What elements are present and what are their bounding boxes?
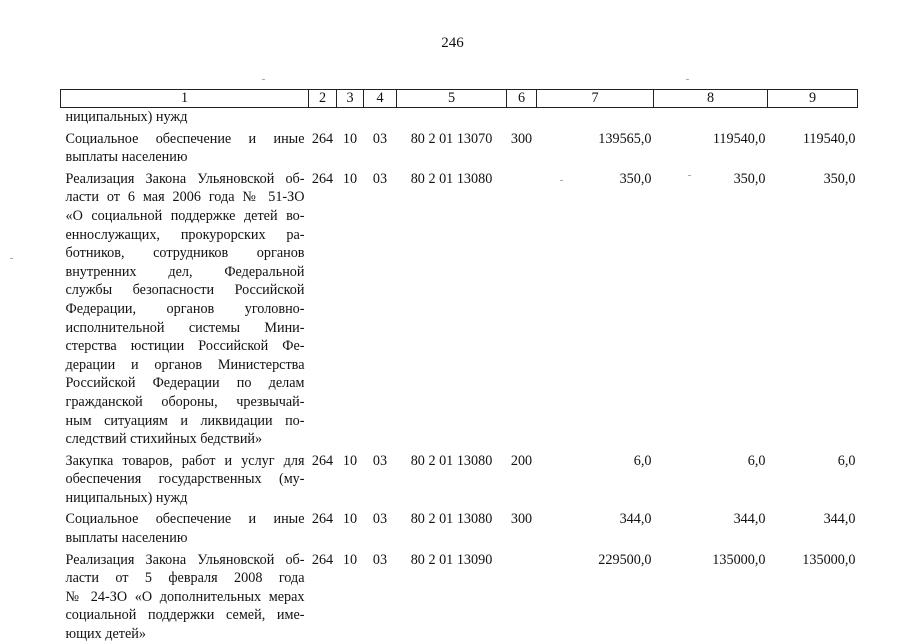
row-name-line: Российской Федерации по делам — [65, 375, 305, 392]
row-name-line: выплаты населению — [65, 530, 188, 547]
table-body — [61, 108, 858, 644]
section-code-cell: 10 — [342, 130, 358, 147]
row-name-line: ным ситуациям и ликвидации по- — [65, 412, 305, 429]
subsection-code-cell: 03 — [372, 170, 388, 187]
amount-year1-cell: 6,0 — [633, 452, 652, 469]
row-name-line: Социальное обеспечение и иные — [65, 511, 305, 528]
row-name-line: ботников, сотрудников органов — [65, 245, 305, 262]
budget-table — [60, 89, 858, 644]
row-name-line: ниципальных) нужд — [65, 489, 188, 506]
scan-mark — [10, 258, 13, 259]
row-name-line: Реализация Закона Ульяновской об- — [65, 551, 305, 568]
column-header: 8 — [654, 90, 768, 108]
amount-year1-cell — [537, 108, 654, 127]
amount-year2-cell: 6,0 — [747, 452, 766, 469]
expense-type-cell — [507, 167, 537, 449]
row-name-line: ласти от 6 мая 2006 года № 51-ЗО — [65, 189, 305, 206]
table-row — [61, 167, 858, 449]
row-name-line: Федерации, органов уголовно- — [65, 300, 305, 317]
amount-year3-cell: 344,0 — [823, 511, 856, 528]
scan-mark — [560, 180, 563, 181]
section-code-cell — [337, 108, 364, 127]
amount-year3-cell — [768, 108, 858, 127]
expense-type-cell — [507, 108, 537, 127]
table-row — [61, 108, 858, 127]
row-name-cell — [61, 167, 309, 449]
column-header: 3 — [337, 90, 364, 108]
row-name-line: Реализация Закона Ульяновской об- — [65, 170, 305, 187]
row-name-line: выплаты населению — [65, 149, 188, 166]
column-header: 9 — [768, 90, 858, 108]
ministry-code-cell: 264 — [311, 452, 334, 469]
row-name-line: Социальное обеспечение и иные — [65, 130, 305, 147]
table-row — [61, 127, 858, 167]
amount-year2-cell — [654, 108, 768, 127]
amount-year3-cell: 119540,0 — [802, 130, 856, 147]
row-name-cell — [61, 127, 309, 167]
row-name-line: № 24-ЗО «О дополнительных мерах — [65, 588, 305, 605]
table-row — [61, 548, 858, 644]
row-name-line: социальной поддержки семей, име- — [65, 607, 305, 624]
target-article-cell: 80 2 01 13070 — [410, 130, 493, 147]
row-name-line: стерства юстиции Российской Фе- — [65, 338, 305, 355]
expense-type-cell: 200 — [510, 452, 533, 469]
row-name-line: гражданской обороны, чрезвычай- — [65, 393, 305, 410]
section-code-cell: 10 — [342, 551, 358, 568]
amount-year1-cell: 344,0 — [619, 511, 652, 528]
subsection-code-cell: 03 — [372, 511, 388, 528]
amount-year3-cell: 350,0 — [823, 170, 856, 187]
row-name-line: дерации и органов Министерства — [65, 356, 305, 373]
subsection-code-cell: 03 — [372, 452, 388, 469]
row-name-cell — [61, 548, 309, 644]
table-row — [61, 507, 858, 547]
row-name-line: ласти от 5 февраля 2008 года — [65, 570, 305, 587]
amount-year3-cell: 6,0 — [837, 452, 856, 469]
ministry-code-cell: 264 — [311, 511, 334, 528]
subsection-code-cell: 03 — [372, 551, 388, 568]
ministry-code-cell: 264 — [311, 130, 334, 147]
row-name-cell — [61, 449, 309, 508]
subsection-code-cell: 03 — [372, 130, 388, 147]
section-code-cell: 10 — [342, 452, 358, 469]
target-article-cell: 80 2 01 13080 — [410, 452, 493, 469]
target-article-cell — [397, 108, 507, 127]
amount-year2-cell: 135000,0 — [712, 551, 766, 568]
scan-mark — [686, 79, 689, 80]
column-header: 2 — [309, 90, 337, 108]
target-article-cell: 80 2 01 13080 — [410, 170, 493, 187]
amount-year1-cell: 350,0 — [619, 170, 652, 187]
ministry-code-cell: 264 — [311, 551, 334, 568]
subsection-code-cell — [364, 108, 397, 127]
section-code-cell: 10 — [342, 170, 358, 187]
amount-year1-cell: 139565,0 — [598, 130, 652, 147]
column-header: 7 — [537, 90, 654, 108]
expense-type-cell: 300 — [510, 511, 533, 528]
row-name-line: ниципальных) нужд — [65, 109, 188, 125]
amount-year2-cell: 350,0 — [733, 170, 766, 187]
target-article-cell: 80 2 01 13090 — [410, 551, 493, 568]
target-article-cell: 80 2 01 13080 — [410, 511, 493, 528]
row-name-cell — [61, 507, 309, 547]
row-name-line: еннослужащих, прокурорских ра- — [65, 226, 305, 243]
section-code-cell: 10 — [342, 511, 358, 528]
scan-mark — [262, 79, 265, 80]
row-name-line: службы безопасности Российской — [65, 282, 305, 299]
column-header: 5 — [397, 90, 507, 108]
row-name-line: «О социальной поддержке детей во- — [65, 207, 305, 224]
row-name-line: обеспечения государственных (му- — [65, 471, 305, 488]
row-name-line: исполнительной системы Мини- — [65, 319, 305, 336]
scan-mark — [688, 175, 691, 176]
row-name-line: следствий стихийных бедствий» — [65, 431, 263, 448]
page-number: 246 — [441, 35, 464, 51]
column-header: 4 — [364, 90, 397, 108]
amount-year2-cell: 344,0 — [733, 511, 766, 528]
table-row — [61, 449, 858, 508]
table-header-row — [61, 90, 858, 108]
expense-type-cell — [507, 548, 537, 644]
column-header: 1 — [61, 90, 309, 108]
row-name-line: ющих детей» — [65, 626, 146, 643]
expense-type-cell: 300 — [510, 130, 533, 147]
row-name-line: внутренних дел, Федеральной — [65, 263, 305, 280]
row-name-line: Закупка товаров, работ и услуг для — [65, 452, 305, 469]
amount-year2-cell: 119540,0 — [712, 130, 766, 147]
amount-year1-cell: 229500,0 — [598, 551, 652, 568]
ministry-code-cell — [309, 108, 337, 127]
column-header: 6 — [507, 90, 537, 108]
row-name-cell — [61, 108, 309, 127]
ministry-code-cell: 264 — [311, 170, 334, 187]
amount-year3-cell: 135000,0 — [802, 551, 856, 568]
